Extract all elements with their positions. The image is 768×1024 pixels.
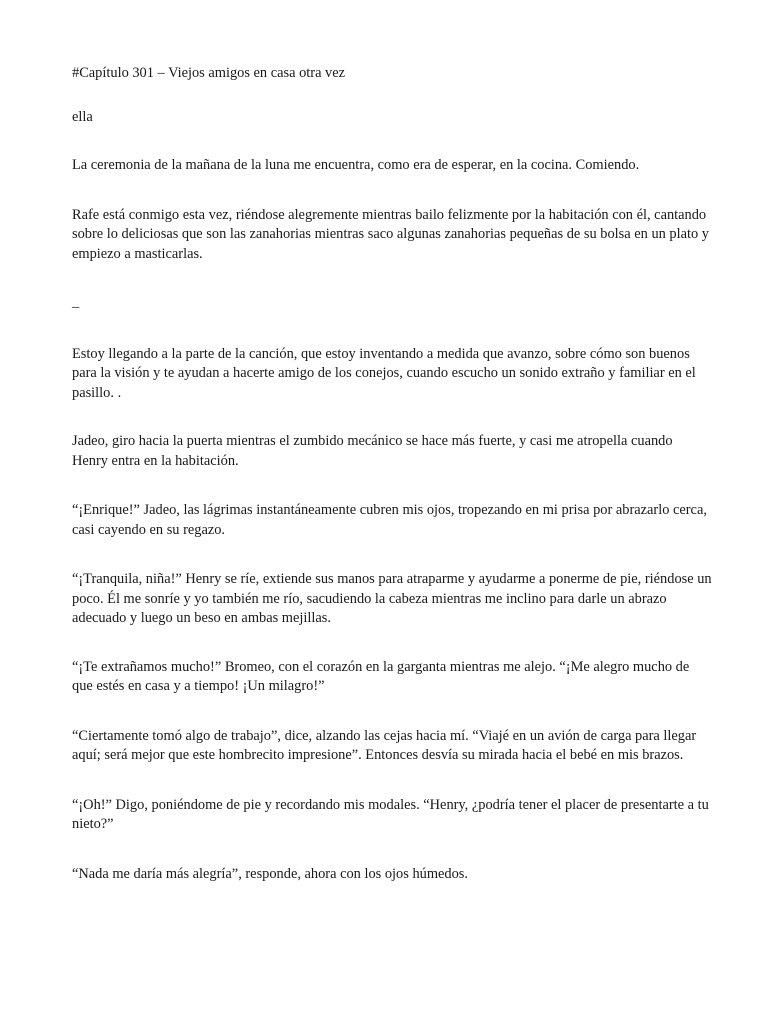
paragraph: Jadeo, giro hacia la puerta mientras el zumbido mecánico se hace más fuerte, y casi me atropella cuando Henry entra en la habitación. [72,433,673,469]
scene-separator: _ [72,294,80,310]
document-page [72,64,712,884]
paragraph: “Ciertamente tomó algo de trabajo”, dice, alzando las cejas hacia mí. “Viajé en un avión de carga para llegar aquí; será mejor que este hombrecito impresione”. Entonces desvía su mirada hacia el bebé en mis brazos. [72,727,697,763]
paragraph: “¡Enrique!” Jadeo, las lágrimas instantáneamente cubren mis ojos, tropezando en mi prisa por abrazarlo cerca, casi cayendo en su regazo. [72,502,707,538]
pov-label: ella [72,108,93,125]
chapter-title: #Capítulo 301 – Viejos amigos en casa otra vez [72,65,346,81]
paragraph: La ceremonia de la mañana de la luna me encuentra, como era de esperar, en la cocina. Comiendo. [72,157,640,173]
paragraph: “¡Te extrañamos mucho!” Bromeo, con el corazón en la garganta mientras me alejo. “¡Me alegro mucho de que estés en casa y a tiempo! ¡Un milagro!” [72,658,690,694]
paragraph: “¡Tranquila, niña!” Henry se ríe, extiende sus manos para atraparme y ayudarme a ponerme de pie, riéndose un poco. Él me sonríe y yo también me río, sacudiendo la cabeza mientras me inclino para darle un abrazo adecuado y luego un beso en ambas mejillas. [72,571,712,626]
paragraph: “¡Oh!” Digo, poniéndome de pie y recordando mis modales. “Henry, ¿podría tener el placer de presentarte a tu nieto?” [72,796,709,832]
paragraph: “Nada me daría más alegría”, responde, ahora con los ojos húmedos. [72,865,469,882]
paragraph: Estoy llegando a la parte de la canción, que estoy inventando a medida que avanzo, sobre cómo son buenos para la visión y te ayudan a hacerte amigo de los conejos, cuando escucho un sonido extraño y familiar en el pasillo. . [72,345,696,401]
paragraph: Rafe está conmigo esta vez, riéndose alegremente mientras bailo felizmente por la habitación con él, cantando sobre lo deliciosas que son las zanahorias mientras saco algunas zanahorias pequeñas de su bolsa en un plato y empiezo a masticarlas. [72,206,709,262]
